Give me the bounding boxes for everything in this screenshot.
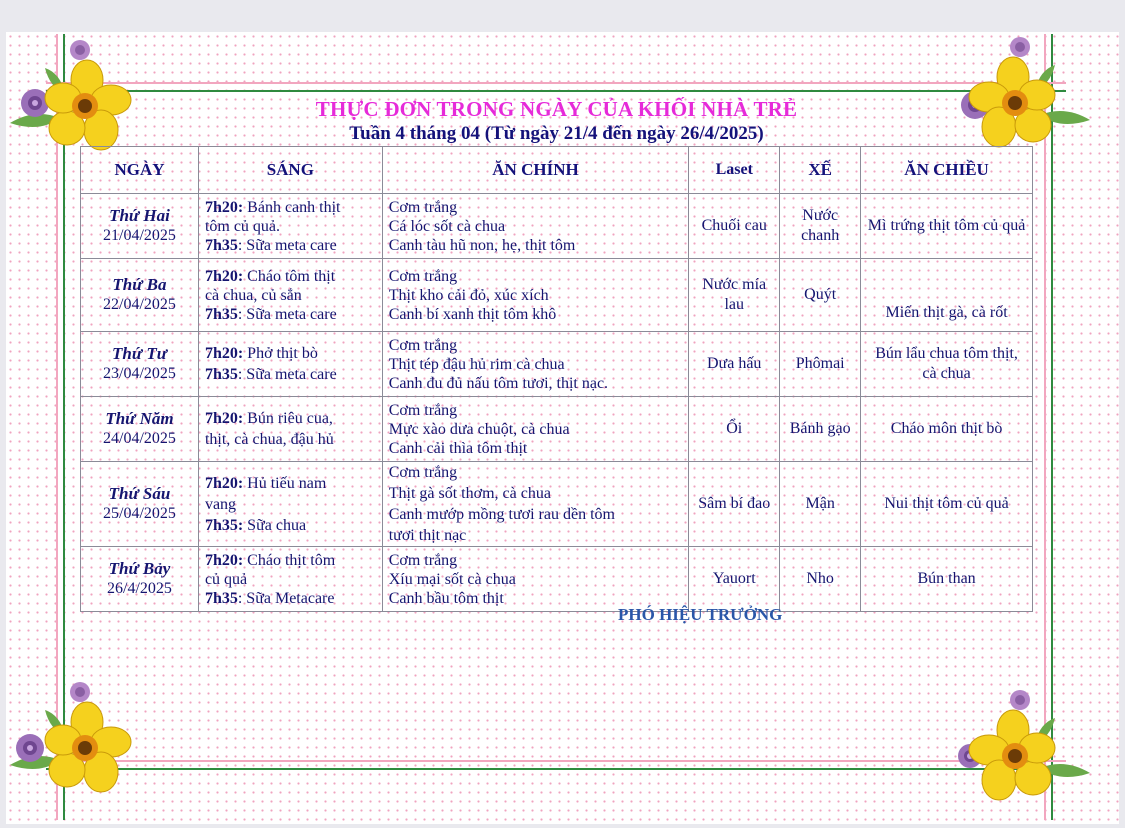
table-row [81,547,1033,612]
meal-text: Hủ tiếu nam [243,474,327,492]
meal-text: Bánh canh thịt [243,198,341,216]
day-name: Thứ Ba [112,275,167,294]
meal-time: 7h20: [204,474,244,492]
dish: Thịt tép đậu hủ rim cà chua [388,355,565,373]
dish: Canh tàu hũ non, hẹ, thịt tôm [388,236,576,254]
meal-time: 7h35 [204,305,238,323]
dish: Cơm trắng [388,551,458,569]
day-date: 26/4/2025 [107,580,172,597]
laset-cell: Sâm bí đao [689,462,780,547]
header-sang: SÁNG [198,147,382,194]
day-name: Thứ Bảy [108,559,171,578]
an-chinh-cell [382,462,689,547]
an-chieu-cell: Cháo môn thịt bò [861,397,1033,462]
yellow-flower-icon [5,680,155,810]
meal-text: Bún riêu cua, [243,410,333,427]
dish: Cơm trắng [388,336,458,354]
laset-cell: Dưa hấu [689,332,780,397]
an-chieu-cell: Miến thịt gà, cà rốt [861,259,1033,332]
day-cell [81,462,199,547]
dish: tươi thịt nạc [388,527,467,544]
day-name: Thứ Sáu [108,484,171,503]
day-cell [81,547,199,612]
border-line [46,768,1066,770]
laset-cell: Yauort [689,547,780,612]
xe-cell: Bánh gạo [780,397,861,462]
meal-text: cà chua, củ sắn [204,286,302,304]
laset-cell: Nước mía lau [689,259,780,332]
laset-cell: Chuối cau [689,194,780,259]
an-chieu-cell: Nui thịt tôm củ quả [861,462,1033,547]
meal-time: 7h20: [204,345,244,362]
meal-text: thịt, cà chua, đậu hủ [204,431,334,448]
dish: Canh mướp mồng tươi rau dền tôm [388,506,615,523]
table-row [81,462,1033,547]
xe-cell: Quýt [780,259,861,332]
day-cell [81,259,199,332]
meal-text: Phở thịt bò [243,345,318,362]
meal-text: Cháo thịt tôm [243,551,336,569]
meal-text: : Sữa meta care [237,236,337,254]
meal-time: 7h20: [204,198,244,216]
meal-time: 7h20: [204,267,244,285]
day-cell [81,332,199,397]
day-cell [81,194,199,259]
meal-text: tôm củ quả. [204,217,281,235]
menu-table [80,146,1033,612]
header-xe: XẾ [780,147,861,194]
day-date: 25/04/2025 [103,505,176,522]
sang-cell [198,332,382,397]
table-row [81,194,1033,259]
sang-cell [198,397,382,462]
dish: Cơm trắng [388,464,458,481]
menu-title: THỰC ĐƠN TRONG NGÀY CỦA KHỐI NHÀ TRẺ [315,97,798,121]
dish: Canh cải thìa tôm thịt [388,439,528,457]
meal-text: : Sữa meta care [237,366,337,383]
day-date: 24/04/2025 [103,430,176,447]
sang-cell [198,547,382,612]
dish: Canh bí xanh thịt tôm khô [388,305,557,323]
signature-title: PHÓ HIỆU TRƯỞNG [618,605,783,624]
sang-cell [198,259,382,332]
day-name: Thứ Hai [109,206,170,225]
meal-time: 7h35 [204,366,238,383]
dish: Xíu mại sốt cà chua [388,570,516,588]
dish: Thịt kho cải đỏ, xúc xích [388,286,549,304]
border-line [46,82,1066,84]
dish: Thịt gà sốt thơm, cà chua [388,485,551,502]
border-line [46,90,1066,92]
table-header-row [81,147,1033,194]
day-cell [81,397,199,462]
meal-time: 7h20: [204,551,244,569]
day-name: Thứ Năm [105,409,174,428]
meal-time: 7h35: [204,516,244,534]
an-chinh-cell [382,194,689,259]
dish: Canh đu đủ nấu tôm tươi, thịt nạc. [388,374,609,392]
yellow-flower-icon [945,688,1095,818]
an-chinh-cell [382,259,689,332]
menu-subtitle: Tuần 4 tháng 04 (Từ ngày 21/4 đến ngày 26/4/2025) [349,123,764,144]
dish: Canh bầu tôm thịt [388,589,504,607]
table-row [81,259,1033,332]
dish: Cá lóc sốt cà chua [388,217,506,235]
meal-text: : Sữa Metacare [237,589,335,607]
meal-text: Sữa chua [243,516,307,534]
dish: Cơm trắng [388,267,458,285]
sang-cell [198,462,382,547]
xe-cell: Nho [780,547,861,612]
meal-text: Cháo tôm thịt [243,267,336,285]
border-line [46,760,1066,762]
header-ngay: NGÀY [81,147,199,194]
header-laset: Laset [689,147,780,194]
an-chieu-cell: Bún than [861,547,1033,612]
dish: Mực xào dưa chuột, cà chua [388,420,570,438]
day-date: 23/04/2025 [103,365,176,382]
xe-cell: Mận [780,462,861,547]
an-chinh-cell [382,332,689,397]
meal-text: củ quả [204,570,248,588]
header-an-chinh: ĂN CHÍNH [382,147,689,194]
xe-cell: Nước chanh [780,194,861,259]
an-chinh-cell [382,547,689,612]
day-date: 22/04/2025 [103,296,176,313]
meal-text: vang [204,495,237,513]
day-name: Thứ Tư [112,344,167,363]
sang-cell [198,194,382,259]
an-chieu-cell: Mì trứng thịt tôm củ quả [861,194,1033,259]
dish: Cơm trắng [388,401,458,419]
meal-time: 7h35 [204,589,238,607]
xe-cell: Phômai [780,332,861,397]
laset-cell: Ổi [689,397,780,462]
table-row [81,332,1033,397]
table-row [81,397,1033,462]
an-chinh-cell [382,397,689,462]
meal-time: 7h20: [204,410,244,427]
an-chieu-cell: Bún lẩu chua tôm thịt, cà chua [861,332,1033,397]
dish: Cơm trắng [388,198,458,216]
meal-text: : Sữa meta care [237,305,337,323]
day-date: 21/04/2025 [103,227,176,244]
meal-time: 7h35 [204,236,238,254]
header-an-chieu: ĂN CHIỀU [861,147,1033,194]
